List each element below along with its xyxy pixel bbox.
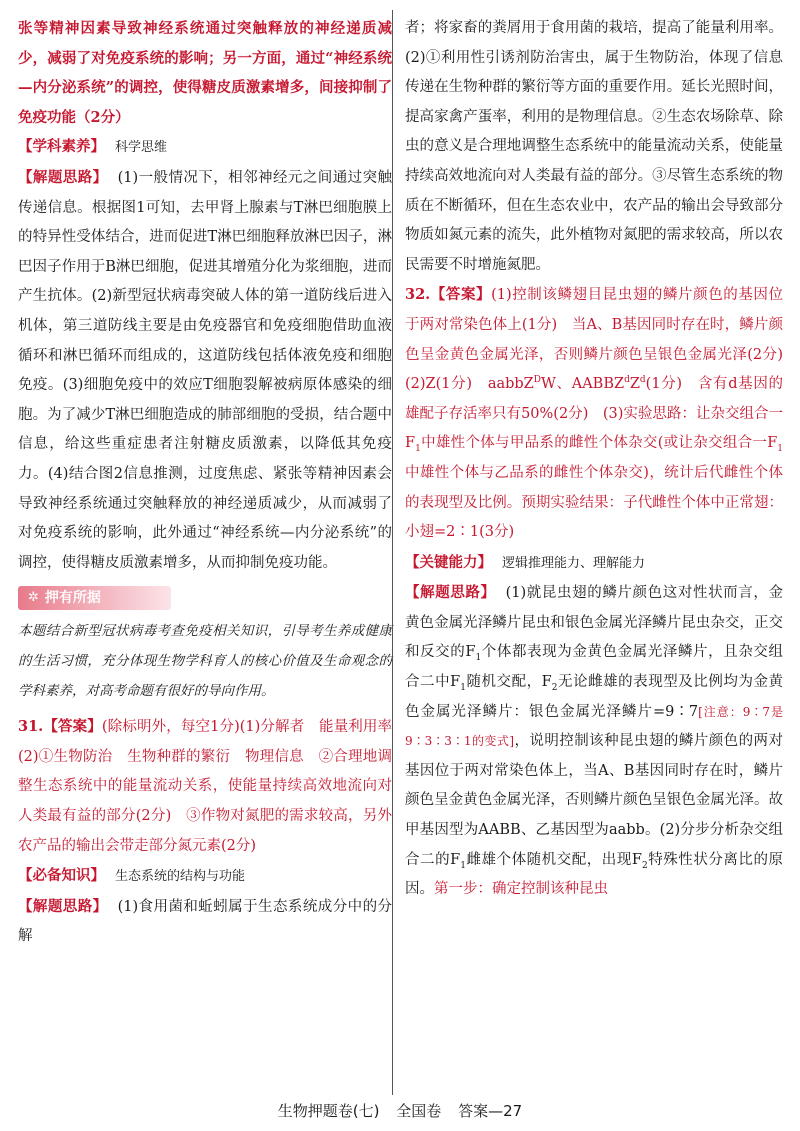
solve-r-sub1: 1 [475, 653, 482, 664]
solve2-text: (1)食用菌和蚯蚓属于生态系统成分中的分解 [18, 898, 393, 945]
footer-title: 生物押题卷(七) [277, 1102, 380, 1120]
solve-r-note: [注意：9∶7是9∶3∶3∶1的变式] [405, 704, 783, 749]
ability-text: 逻辑推理能力、理解能力 [502, 555, 646, 571]
solve-r-sub2: 1 [460, 682, 466, 693]
q32-answer [405, 280, 798, 547]
q32-part-f: 中雄性个体与乙品系的雌性个体杂交)，统计后代雌性个体的表现型及比例。预期实验结果：子代雌性个体中正常翅：小翅=2∶1(3分) [405, 464, 783, 541]
q32-part-d: (1分) 含有d基因的雄配子存活率只有50%(2分) (3)实验思路：让杂交组合一F [405, 376, 784, 452]
solve-paragraph [18, 163, 392, 578]
solve-r-g: 特殊性状分离比的原因。 [405, 851, 784, 898]
knowledge-line [18, 861, 392, 892]
solve-r-step: 第一步：确定控制该种昆虫 [434, 881, 608, 898]
q32-sub-1: 1 [415, 444, 421, 455]
sparkle-icon: ✲ [28, 590, 39, 606]
q32-part-e: 中雄性个体与甲品系的雌性个体杂交(或让杂交组合一F [420, 435, 778, 452]
yati-banner [18, 586, 171, 610]
q32-sup-3: d [639, 375, 646, 386]
q32-part-a: (1)控制该鳞翅目昆虫翅的鳞片颜色的基因位于两对常染色体上(1分) 当A、B基因同时存在时，鳞片颜色呈金黄色金属光泽，否则鳞片颜色呈银色金属光泽(2分) (2)Z(1分) aabbZ [405, 287, 798, 393]
solve-text: (1)一般情况下，相邻神经元之间通过突触传递信息。根据图1可知，去甲肾上腺素与T淋巴细胞膜上的特异性受体结合，进而促进T淋巴细胞释放淋巴因子，淋巴因子作用于B淋巴细胞，促进其增殖分化为浆细胞，进而产生抗体。(2)新型冠状病毒突破人体的第一道防线后进入机体，第三道防线主要是由免疫器官和免疫细胞借助血液循环和淋巴循环而组成的，这道防线包括体液免疫和细胞免疫。(3)细胞免疫中的效应T细胞裂解被病原体感染的细胞。为了减少T淋巴细胞造成的肺部细胞的受损，结合题中信息，给这些重症患者注射糖皮质激素，以降低其免疫力。(4)结合图2信息推测，过度焦虑、紧张等精神因素会导致神经系统通过突触释放的神经递质减少，从而减弱了对免疫系统的影响，此外通过“神经系统—内分泌系统”的调控，使得糖皮质激素增多，从而抑制免疫功能。 [18, 169, 393, 571]
solve-r-d: 无论雌雄的表现型及比例均为金黄色金属光泽鳞片：银色金属光泽鳞片=9∶7 [405, 674, 784, 720]
page-footer [0, 1100, 800, 1121]
solve-r-b: 个体都表现为金黄色金属光泽鳞片，且杂交组合二中F [405, 644, 784, 691]
q31-head: 31.【答案】 [18, 718, 102, 736]
solve-r-c: 随机交配，F [465, 674, 552, 691]
solve2-paragraph [18, 892, 392, 952]
q32-sub-2: 1 [777, 444, 783, 455]
solve-right-paragraph [405, 578, 783, 905]
literacy-tag: 【学科素养】 [18, 138, 105, 156]
solve-r-sub5: 2 [641, 860, 648, 871]
q31-continuation: 者；将家畜的粪屑用于食用菌的栽培，提高了能量利用率。(2)①利用性引诱剂防治害虫，属于生物防治，体现了信息传递在生物种群的繁衍等方面的重要作用。延长光照时间，提高家禽产蛋率，利用的是物理信息。②生态农场除草、除虫的意义是合理地调整生态系统中的能量流动关系，使能量持续高效地流向对人类最有益的部分。③尽管生态系统的物质在不断循环，但在生态农业中，农产品的输出会导致部分物质如氮元素的流失，此外植物对氮肥的需求较高，所以农民需要不时增施氮肥。 [405, 20, 783, 273]
q32-part-b: W、AABBZ [540, 376, 625, 393]
ability-line [405, 548, 783, 579]
knowledge-tag: 【必备知识】 [18, 867, 105, 885]
right-column [405, 14, 798, 905]
intro-answer: 张等精神因素导致神经系统通过突触释放的神经递质减少，减弱了对免疫系统的影响；另一方面，通过“神经系统—内分泌系统”的调控，使得糖皮质激素增多，间接抑制了免疫功能（2分） [18, 20, 392, 126]
footer-scope: 全国卷 [396, 1102, 442, 1120]
basis-text: 本题结合新型冠状病毒考查免疫相关知识，引导考生养成健康的生活习惯，充分体现生物学科育人的核心价值及生命观念的学科素养，对高考命题有很好的导向作用。 [18, 623, 392, 700]
solve-r-a: (1)就昆虫翅的鳞片颜色这对性状而言，金黄色金属光泽鳞片昆虫和银色金属光泽鳞片昆虫杂交，正交和反交的F [405, 585, 783, 661]
q32-sup-1: D [533, 375, 541, 386]
left-column [18, 14, 407, 952]
q32-sup-2: d [624, 375, 630, 386]
solve2-tag: 【解题思路】 [18, 897, 108, 915]
banner-label: 押有所据 [44, 590, 101, 607]
solve-r-e: ，说明控制该种昆虫翅的鳞片颜色的两对基因位于两对常染色体上，当A、B基因同时存在时，鳞片颜色呈金黄色金属光泽，否则鳞片颜色呈银色金属光泽。故甲基因型为AABB、乙基因型为aabb。(2)分步分析杂交组合二的F [405, 733, 783, 868]
q32-part-c: Z [629, 376, 640, 393]
q32-head: 32.【答案】 [405, 286, 492, 304]
solve-right-tag: 【解题思路】 [405, 584, 496, 602]
q32-answer-body [405, 287, 798, 540]
literacy-text: 科学思维 [115, 140, 168, 156]
footer-page: 答案—27 [458, 1102, 523, 1120]
solve-r-sub3: 2 [551, 682, 558, 693]
q31-answer-text: (除标明外，每空1分)(1)分解者 能量利用率 (2)①生物防治 生物种群的繁衍 物理信息 ②合理地调整生态系统中的能量流动关系，使能量持续高效地流向对人类最有益的部分(2分) ③作物对氮肥的需求较高，另外农产品的输出会带走部分氮元素(2分) [18, 719, 407, 854]
q31-answer [18, 712, 407, 861]
solve-tag: 【解题思路】 [18, 168, 108, 186]
solve-r-sub4: 1 [460, 860, 466, 871]
solve-r-f: 雌雄个体随机交配，出现F [465, 851, 642, 868]
knowledge-text: 生态系统的结构与功能 [115, 869, 246, 885]
ability-tag: 【关键能力】 [405, 553, 492, 571]
column-divider [392, 10, 393, 1095]
literacy-line [18, 132, 392, 163]
